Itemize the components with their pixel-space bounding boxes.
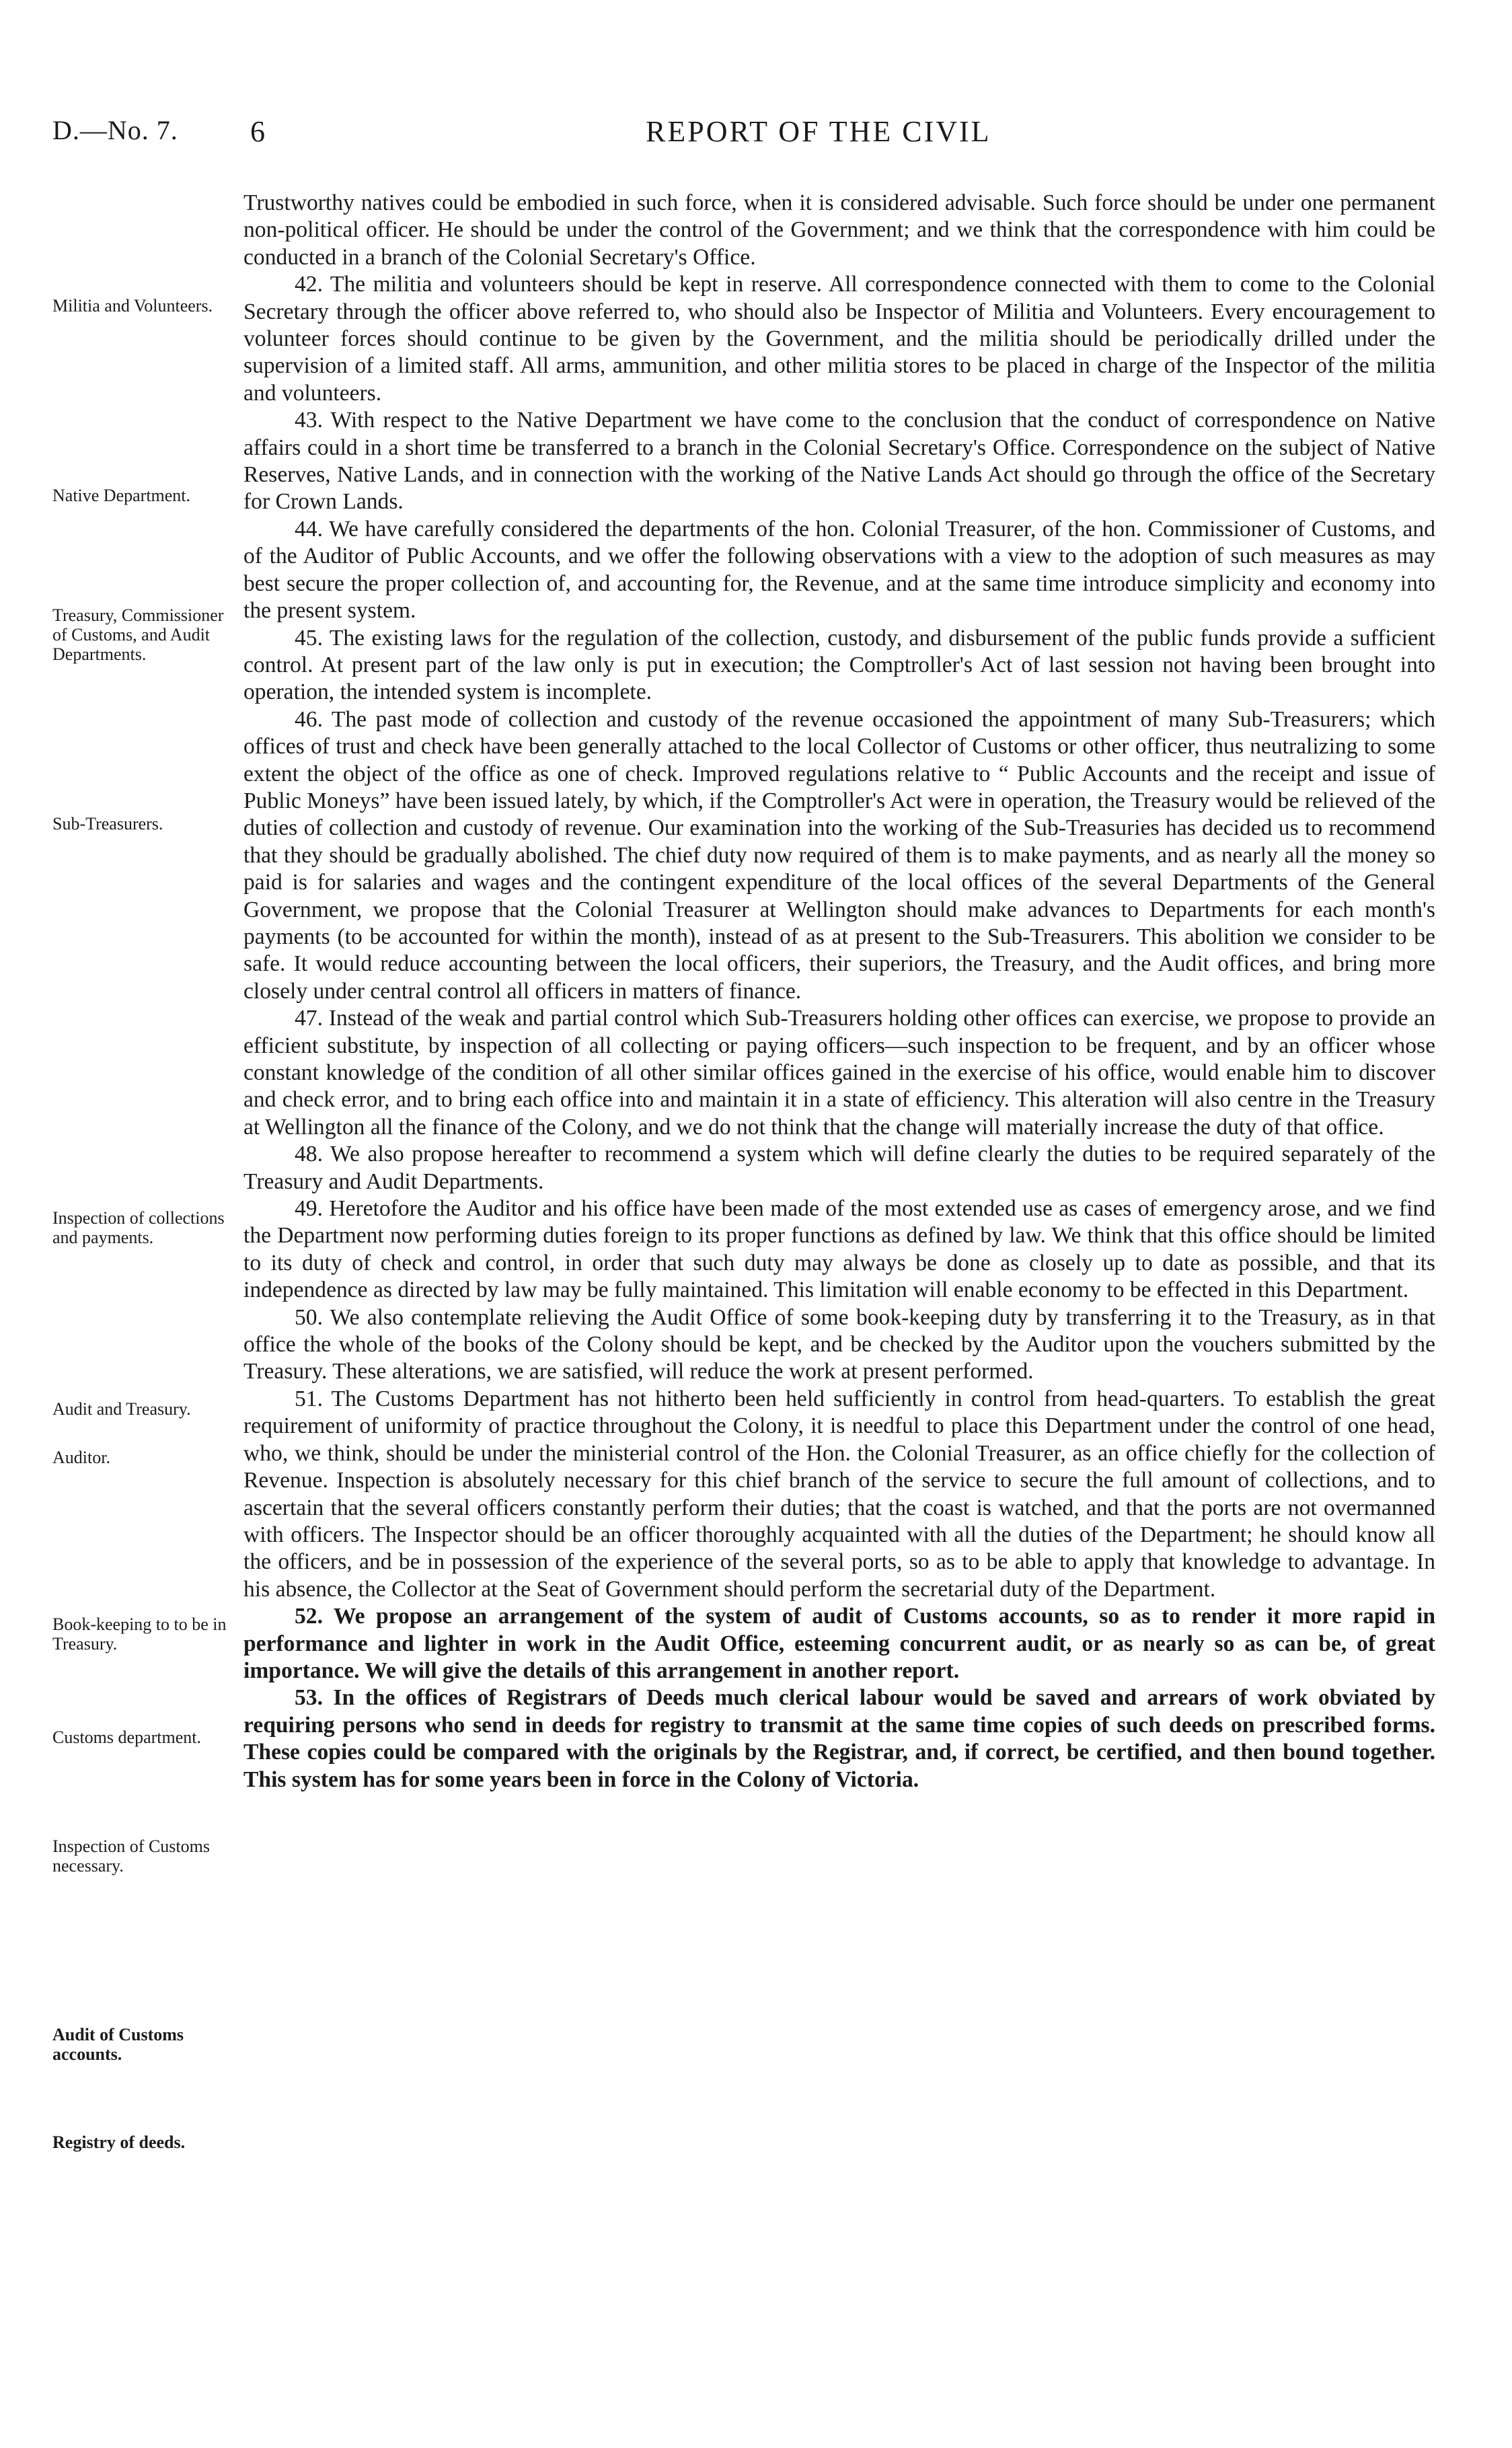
sidenote-treasury-customs-audit: Treasury, Commissioner of Customs, and Audit Departments. [52,605,224,664]
paragraph-46: 46. The past mode of collection and custody of the revenue occasioned the appointment of many Sub-Treasurers; which offices of trust and check have been generally attached to the local Collector of Customs or other officer, thus neutralizing to some extent the object of the office as one of check. Improved regulations relative to “ Public Accounts and the receipt and issue of Public Moneys” have been issued lately, by which, if the Comptroller's Act were in operation, the Treasury would be relieved of the duties of collection and custody of revenue. Our examination into the working of the Sub-Treasuries has decided us to recommend that they should be gradually abolished. The chief duty now required of them is to make payments, and as nearly all the money so paid is for salaries and wages and the contingent expenditure of the local offices of the several Departments of the General Government, we propose that the Colonial Treasurer at Wellington should make advances to Departments for each month's payments (to be accounted for within the month), instead of as at present to the Sub-Treasurers. This abolition we consider to be safe. It would reduce accounting between the local officers, their superiors, the Treasury, and the Audit offices, and bring more closely under central control all officers in matters of finance. [243,706,1435,1004]
paragraph-53: 53. In the offices of Registrars of Deeds much clerical labour would be saved and arrears of work obviated by requiring persons who send in deeds for registry to transmit at the same time copies of such deeds on prescribed forms. These copies could be compared with the originals by the Registrar, and, if correct, be certified, and then bound together. This system has for some years been in force in the Colony of Victoria. [243,1685,1435,1792]
sidenote-audit-and-treasury: Audit and Treasury. [52,1399,191,1419]
sidenote-militia: Militia and Volunteers. [52,296,213,316]
sidenote-book-keeping: Book-keeping to to be in Treasury. [52,1615,227,1654]
sidenote-native-department: Native Department. [52,486,191,505]
paragraph-45: 45. The existing laws for the regulation of the collection, custody, and disbursement of the public funds provide a sufficient control. At present part of the law only is put in execution; the Comptroller's Act of last session not having been brought into operation, the intended system is incomplete. [243,625,1435,705]
paragraph-51: 51. The Customs Department has not hitherto been held sufficiently in control from head-quarters. To establish the great requirement of uniformity of practice throughout the Colony, it is needful to place this Department under the control of one head, who, we think, should be under the ministerial control of the Hon. the Colonial Treasurer, as an office chiefly for the collection of Revenue. Inspection is absolutely necessary for this chief branch of the service to secure the full amount of collections, and to ascertain that the several officers constantly perform their duties; that the coast is watched, and that the ports are not overmanned with officers. The Inspector should be an officer thoroughly acquainted with all the duties of the Department; he should know all the officers, and be in possession of the experience of the several ports, so as to be able to apply that knowledge to advantage. In his absence, the Collector at the Seat of Government should perform the secretarial duty of the Department. [243,1386,1435,1602]
sidenote-inspection-customs: Inspection of Customs necessary. [52,1837,210,1876]
paragraph-48: 48. We also propose hereafter to recommend a system which will define clearly the duties to be required separately of the Treasury and Audit Departments. [243,1142,1435,1194]
sidenote-inspection-collections: Inspection of collections and payments. [52,1208,225,1247]
paragraph-50: 50. We also contemplate relieving the Audit Office of some book-keeping duty by transferring it to the Treasury, as in that office the whole of the books of the Colony should be kept, and be checked by the Auditor upon the vouchers submitted by the Treasury. These alterations, we are satisfied, will reduce the work at present performed. [243,1304,1435,1384]
sidenote-registry-of-deeds: Registry of deeds. [52,2132,186,2152]
paragraph-44: 44. We have carefully considered the departments of the hon. Colonial Treasurer, of the hon. Commissioner of Customs, and of the Auditor of Public Accounts, and we offer the following observations with a view to the adoption of such measures as may best secure the proper collection of, and accounting for, the Revenue, and at the same time introduce simplicity and economy into the present system. [243,516,1435,624]
sidenote-customs-department: Customs department. [52,1728,201,1747]
document-reference: D.—No. 7. [52,115,178,145]
paragraph-43: 43. With respect to the Native Department we have come to the conclusion that the conduct of correspondence on Native affairs could in a short time be transferred to a branch in the Colonial Secretary's Office. Correspondence on the subject of Native Reserves, Native Lands, and in connection with the working of the Native Lands Act should go through the office of the Secretary for Crown Lands. [243,408,1435,515]
page-number: 6 [250,115,265,148]
sidenote-audit-customs-accounts: Audit of Customs accounts. [52,2025,184,2064]
page-header [0,114,1512,155]
paragraph-49: 49. Heretofore the Auditor and his office have been made of the most extended use as cases of emergency arose, and we find the Department now performing duties foreign to its proper functions as defined by law. We think that this office should be limited to its duty of check and control, in order that such duty may always be done as closely up to date as possible, and that its independence as directed by law may be fully maintained. This limitation will enable economy to be effected in this Department. [243,1196,1435,1303]
paragraph-47: 47. Instead of the weak and partial control which Sub-Treasurers holding other offices can exercise, we propose to provide an efficient substitute, by inspection of all collecting or paying officers—such inspection to be frequent, and by an officer whose constant knowledge of the condition of all other similar offices gained in the exercise of his office, would enable him to discover and check error, and to bring each office into and maintain it in a state of efficiency. This alteration will also centre in the Treasury at Wellington all the finance of the Colony, and we do not think that the change will materially increase the duty of that office. [243,1006,1435,1140]
main-text [243,190,1435,1793]
paragraph-52: 52. We propose an arrangement of the system of audit of Customs accounts, so as to render it more rapid in performance and lighter in work in the Audit Office, esteeming concurrent audit, or as nearly so as can be, of great importance. We will give the details of this arrangement in another report. [243,1604,1435,1683]
running-title: REPORT OF THE CIVIL [646,115,991,148]
sidenote-auditor: Auditor. [52,1448,110,1467]
sidenote-sub-treasurers: Sub-Treasurers. [52,814,163,833]
paragraph-continued: Trustworthy natives could be embodied in such force, when it is considered advisable. Such force should be under one permanent non-political officer. He should be under the control of the Government; and we think that the correspondence with him could be conducted in a branch of the Colonial Secretary's Office. [243,190,1435,270]
paragraph-42: 42. The militia and volunteers should be kept in reserve. All correspondence connected with them to come to the Colonial Secretary through the officer above referred to, who should also be Inspector of Militia and Volunteers. Every encouragement to volunteer forces should continue to be given by the Government, and the militia should be periodically drilled under the supervision of a limited staff. All arms, ammunition, and other militia stores to be placed in charge of the Inspector of the militia and volunteers. [243,272,1435,406]
